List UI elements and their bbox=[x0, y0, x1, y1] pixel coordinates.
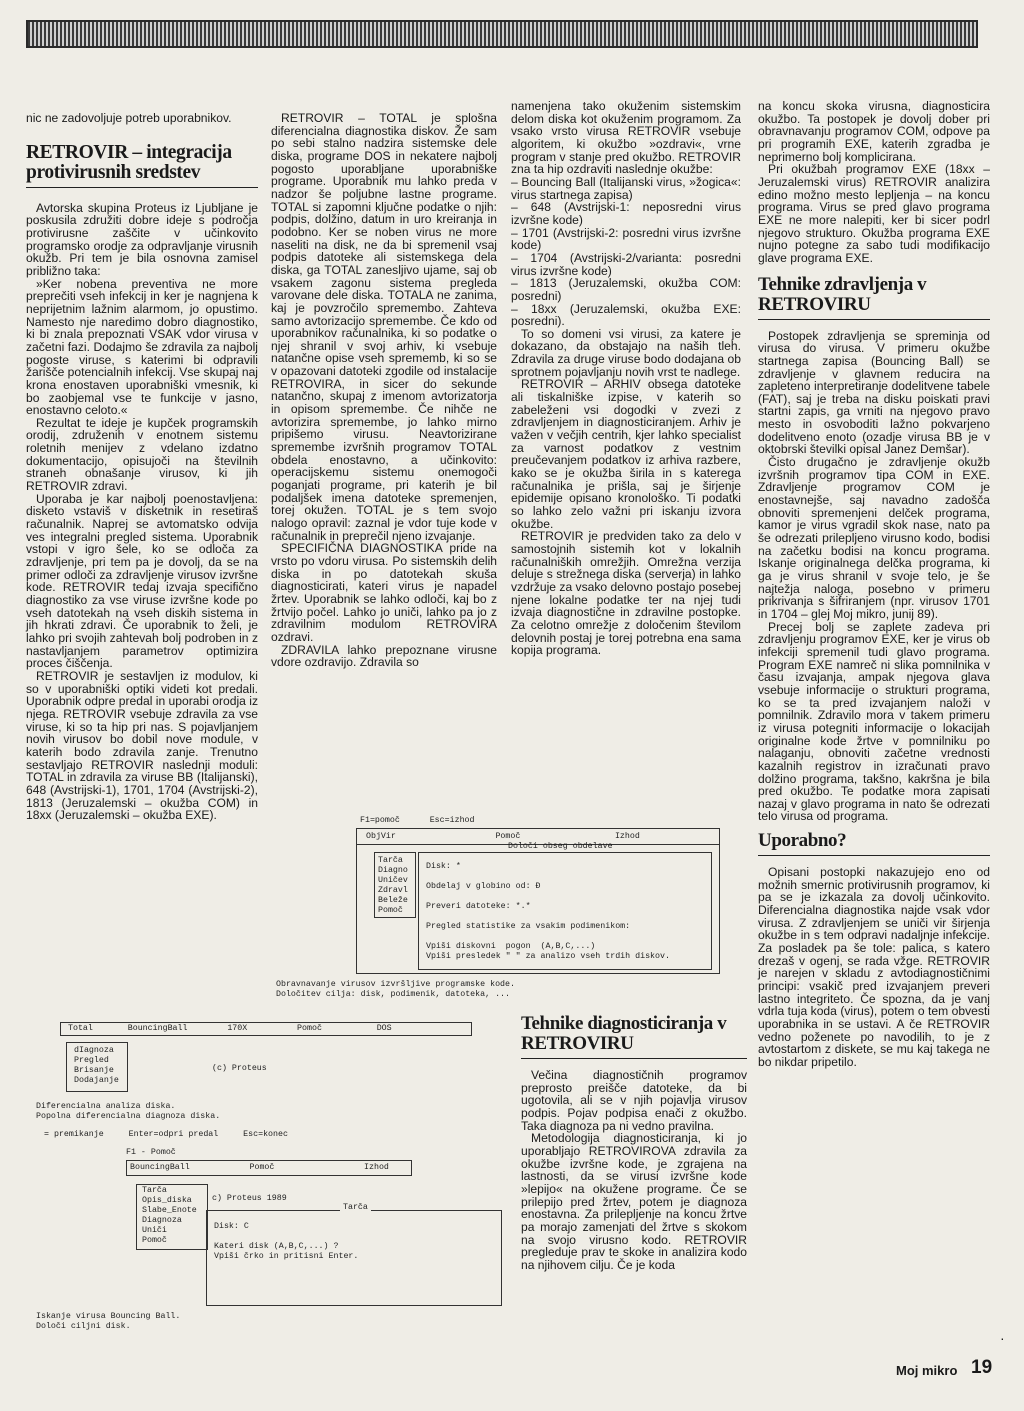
column-2 bbox=[271, 112, 497, 669]
paragraph: RETROVIR je sestavljen iz modulov, ki so v uporabniški optiki videti kot predali. Uporabnik odpre predal in uporabi orodja iz njega. RETROVIR vsebuje zdravila za vse viruse, ki so ta hip pri nas. S pojavljanjem novih virusov bo dobil nove module, v katerih bodo zdravila zanje. Trenutno sestavljajo RETROVIR naslednji moduli: TOTAL in zdravila za viruse BB (Italijanski), 648 (Avstrijski-1), 1701, 1704 (Avstrijski-2), 1813 (Jeruzalemski – okužba COM) in 18xx (Jeruzalemski – okužba EXE). bbox=[26, 668, 258, 823]
paragraph: Postopek zdravljenja se spreminja od virusa do virusa. V primeru okužbe startnega zapisa (Bouncing Ball) se zdravljenje v glavnem reducira na zapleteno interpretiranje dodelitvene tabele (FAT), saj je treba na disku poiskati pravi startni zapis, ga vrniti na njegovo pravo mesto in osvoboditi lažno pokvarjeno dodelitveno enoto (ozadje virusa BB je v oktobrski številki opisal Janez Demšar). bbox=[758, 328, 990, 457]
paragraph: Avtorska skupina Proteus iz Ljubljane je poskusila združiti dobre ideje s področja protivirusne zaščite v učinkovito programsko orodje za odpravljanje virusnih okužb. Pri tem je bila osnovna zamisel približno taka: bbox=[26, 200, 258, 278]
list-item: – 1704 (Avstrijski-2/varianta: posredni virus izvršne kode) bbox=[511, 250, 741, 278]
screen2-menubar: Total BouncingBall 170X Pomoč DOS bbox=[68, 1024, 392, 1033]
list-item: – 648 (Avstrijski-1: neposredni virus izvršne kode) bbox=[511, 200, 741, 227]
paragraph: ZDRAVILA lahko prepoznane virusne vdore ozdravijo. Zdravila so bbox=[271, 642, 497, 670]
screen1-topbar: F1=pomoč Esc=izhod bbox=[360, 816, 475, 825]
screen2-menu-items: dIagnoza Pregled Brisanje Dodajanje bbox=[74, 1046, 119, 1085]
paragraph: Uporaba je kar najbolj poenostavljena: disketo vstaviš v disketnik in resetiraš računalnik. Naprej se avtomatsko odvija ves integralni pregled sistema. Uporabnik vstopi v igro šele, ko se odloča za zdravljenje, pri tem pa je dovolj, da se na primer odloči za zdravljenje virusov izvršne kode. RETROVIR tedaj izvaja specifično diagnostiko za vse viruse izvršne kode po vseh datotekah na vseh diskih sistema in jih hkrati zdravi. Če uporabnik to želi, je lahko pri svojih zahtevah bolj podroben in z nastavljanjem parametrov optimizira proces čiščenja. bbox=[26, 491, 258, 671]
paragraph: To so domeni vsi virusi, za katere je dokazano, da obstajajo na naših tleh. Zdravila za druge viruse bodo dodajana ob sprotnem pojavljanju novih vrst te nadlege. bbox=[511, 326, 741, 379]
section-heading-treatment: Tehnike zdravljenja v RETROVIRU bbox=[758, 275, 990, 320]
screen1-menubar: ObjVir Pomoč Izhod bbox=[366, 832, 640, 841]
column-3-bottom bbox=[521, 1014, 747, 1272]
footer-page-number: 19 bbox=[971, 1357, 993, 1378]
lead-text: nic ne zadovoljuje potreb uporabnikov. bbox=[26, 111, 232, 125]
paragraph: Opisani postopki nakazujejo eno od možnih smernic protivirusnih programov, ki pa se je izkazala za dovolj učinkovito. Diferencialna diagnostika najde vsak vdor virusa. Z zdravljenjem se uniči vir širjenja okužbe in s tem odpravi nadaljnje infekcije. Za posladek pa še tole: palica, s katero drezaš v ogenj, se rada vžge. RETROVIR je narejen v skladu z avtodiagnostičnimi principi: vsakič pred izvajanjem preveri lastno integriteto. Če spozna, da je vanj vdrla tuja koda (virus), potem o tem obvesti uporabnika in se ustavi. A če RETROVIR vedno poženete po navodilih, to je z avtostartom z diskete, se mu kaj takega ne bo nikdar pripetilo. bbox=[758, 865, 990, 1069]
paragraph: RETROVIR je predviden tako za delo v samostojnih sistemih kot v lokalnih računalniških omrežjih. Omrežna verzija deluje s strežnega diska (serverja) in lahko vzdržuje za vsako delovno postajo posebej njene lokalne podatke ter na njej tudi izvaja diagnostične in zdravilne postopke. Za celotno omrežje z določenim številom delovnih postaj je torej potrebna ena sama kopija programa. bbox=[511, 529, 741, 658]
paragraph: RETROVIR – ARHIV obsega datoteke ali tiskalniške izpise, v katerih so zabeleženi vsi dogodki v zvezi z zdravljenjem in diagnosticiranjem. Arhiv je važen v večjih centrih, kjer lahko specialist za varnost podatkov z vestnim preučevanjem podatkov iz arhiva razbere, kako se je okužba širila in s katerega računalnika je prišla, saj je širjenje epidemije opisano kronološko. Ti podatki so lahko zelo važni pri iskanju izvora okužbe. bbox=[511, 377, 741, 531]
paragraph: Precej bolj se zaplete zadeva pri zdravljenju programov EXE, ker je virus ob infekciji spremenil tudi glavo programa. Program EXE namreč ni slika pomnilnika v času izvajanja, ampak njegova glava vsebuje informacije o strukturi programa, ko se ta pred izvajanjem naloži v pomnilnik. Zdravilo mora v takem primeru iz virusa potegniti informacije o lokacijah originalne kode žrtve v pomnilniku po nalaganju, obnoviti začetne vrednosti kazalnih registrov in izračunati pravo dolžino programa, takšno, kakršna je bila pred okužbo. Te podatke mora zapisati nazaj v glavo programa in nato še odrezati telo virusa od programa. bbox=[758, 619, 990, 824]
paragraph: Večina diagnostičnih programov preprosto preišče datoteke, da bi ugotovila, ali se v njih pojavlja virusov podpis. Pojav podpisa enači z okužbo. Taka diagnoza pa ni vedno pravilna. bbox=[521, 1068, 747, 1133]
screen3-menubar: BouncingBall Pomoč Izhod bbox=[130, 1163, 389, 1172]
paragraph: na koncu skoka virusna, diagnosticira okužbo. Ta postopek je dovolj dober pri obravnavanju programov COM, odpove pa pri programih EXE, katerih zgradba je neprimerno bolj komplicirana. bbox=[758, 99, 990, 164]
list-item: – 1813 (Jeruzalemski, okužba COM: posredni) bbox=[511, 276, 741, 303]
list-item: – 18xx (Jeruzalemski, okužba EXE: posredni). bbox=[511, 301, 741, 329]
screen3-copyright: c) Proteus 1989 bbox=[212, 1194, 287, 1203]
column-3-top bbox=[511, 100, 741, 657]
header-pattern-bar bbox=[26, 20, 978, 48]
screen1-caption: Obravnavanje virusov izvršljive programske kode. Določitev cilja: disk, podimenik, datoteka, ... bbox=[276, 980, 515, 999]
footer-publication: Moj mikro bbox=[896, 1363, 958, 1378]
column-4 bbox=[758, 100, 990, 1069]
screen2-caption: Diferencialna analiza diska. Popolna diferencialna diagnoza diska. bbox=[36, 1102, 221, 1121]
paragraph: SPECIFIČNA DIAGNOSTIKA pride na vrsto po vdoru virusa. Po sistemskih delih diska in po datotekah skuša diagnosticirati, kateri virus je napadel žrtev. Uporabnik se lahko odloči, kaj bo z žrtvijo počel. Lahko jo uniči, lahko pa jo z zdravilnim modulom RETROVIRA ozdravi. bbox=[271, 541, 497, 644]
paragraph: Rezultat te ideje je kupček programskih orodij, združenih v enotnem sistemu roletnih menijev z vdelano izdatno dokumentacijo, opisujoči na številnih straneh obnašanje virusov, ki jih RETROVIR zdravi. bbox=[26, 415, 258, 494]
screen2-copyright: (c) Proteus bbox=[212, 1064, 267, 1073]
screen3-menu-items: Tarča Opis_diska Slabe_Enote Diagnoza Uniči Pomoč bbox=[142, 1186, 197, 1245]
screen1-menu-items: Tarča Diagno Uničev Zdravl Beleže Pomoč bbox=[378, 856, 408, 915]
paragraph: RETROVIR – TOTAL je splošna diferencialna diagnostika diskov. Že sam po sebi stalno nadzira sistemske dele diska, programe DOS in nekatere najbolj pogosto uporabljane uporabniške programe. Uporabnik mu lahko preda v nadzor še poljubne lastne programe. TOTAL si zapomni ključne podatke o njih: podpis, dolžino, datum in uro kreiranja in podobno. Ker se noben virus ne more naseliti na disk, ne da bi spremenil vsaj podpis datoteke ali sistemskega dela diska, ga TOTAL zanesljivo ujame, saj ob vsakem zagonu sistema pregleda varovane dele diska. TOTALA ne zanima, kaj je povzročilo spremembo. Zahteva samo avtorizacijo spremembe. Če kdo od uporabnikov računalnika, ki so podatke o njej shranil v svoj arhiv, ki vsebuje natančne opise vseh sprememb, ki so se v opazovani datoteki zgodile od instalacije RETROVIRA, in sicer do sekunde natančno, skupaj z imenom avtorizatorja in opisom spremembe. Če nihče ne avtorizira spremembe, jo lahko mirno pripišemo virusu. Neavtorizirane spremembe izvršnih programov TOTAL obdela enostavno, a učinkovito: operacijskemu sistemu onemogoči poganjati programe, pri katerih je bil podaljšek imena datoteke spremenjen, torej okužen. TOTAL je s tem svojo nalogo opravil: zaznal je vdor tuje kode v računalnik in preprečil njeno izvajanje. bbox=[271, 111, 497, 543]
screen3-subtitle: Tarča bbox=[340, 1203, 371, 1213]
list-item: – Bouncing Ball (Italijanski virus, »žogica«: virus startnega zapisa) bbox=[511, 174, 741, 202]
screen3-topbar: F1 - Pomoč bbox=[126, 1148, 176, 1157]
screen3-caption: Iskanje virusa Bouncing Ball. Določi ciljni disk. bbox=[36, 1312, 181, 1331]
screen2-keys: = premikanje Enter=odpri predal Esc=konec bbox=[44, 1130, 288, 1139]
screen1-subtitle: Določi obseg obdelave bbox=[508, 842, 613, 851]
list-item: – 1701 (Avstrijski-2: posredni virus izvršne kode) bbox=[511, 225, 741, 253]
column-1 bbox=[26, 112, 258, 822]
paragraph: namenjena tako okuženim sistemskim delom diska kot okuženim programom. Za vsako vrsto virusa RETROVIR vsebuje algoritem, ki okužbo »ozdravi«, vrne program v stanje pred okužbo. RETROVIR zna ta hip ozdraviti naslednje okužbe: bbox=[511, 99, 741, 177]
section-heading-diagnostics: Tehnike diagnosticiranja v RETROVIRU bbox=[521, 1014, 747, 1059]
paragraph: Metodologija diagnosticiranja, ki jo uporabljajo RETROVIROVA zdravila za okužbe izvršne kode, je zgrajena na lastnosti, da se virusi izvršne kode »lepijo« na okužene programe. Če se prilepijo pred žrtev, potem je diagnoza enostavna. Za prilepljenje na koncu žrtve pa morajo zamenjati del žrtve s skokom na svojo virusno kodo. RETROVIR pregleduje prav te skoke in analizira kodo na njihovem cilju. Če je koda bbox=[521, 1131, 747, 1272]
paragraph: »Ker nobena preventiva ne more preprečiti vseh infekcij in ker je nagnjena k neprijetnim lažnim alarmom, jo opustimo. Namesto nje naredimo dobro diagnostiko, ki bi znala prepoznati VSAK vdor virusa v začetni fazi. Dodajmo še zdravila za najbolj pogoste viruse, s katerimi bi odpravili žarišče potencialnih infekcij. Vse skupaj naj krona enostaven uporabniški vmesnik, ki bo zaobjemal vse te funkcije v jasno, enostavno celoto.« bbox=[26, 276, 258, 418]
section-heading-usable: Uporabno? bbox=[758, 831, 990, 856]
paragraph: Čisto drugačno je zdravljenje okužb izvršnih programov tipa COM in EXE. Zdravljenje programov COM je enostavnejše, saj navadno zadošča obnoviti spremenjeni delček programa, kamor je virus vgradil skok nase, nato pa še odrezati prilepljeno virusno kodo, bodisi na začetku bodisi na koncu programa. Iskanje originalnega delčka programa, ki ga je virus shranil v svoje telo, je še najtežja naloga, posebno v primeru prikrivanja s šifriranjem (npr. virusov 1701 in 1704 – glej Moj mikro, junij 89). bbox=[758, 455, 990, 621]
screen1-content: Disk: * Obdelaj v globino od: Ð Preveri datoteke: *.* Pregled statistike za vsakim podimenikom: Vpiši diskovni pogon (A,B,C,...) Vpiši presledek " " za analizo vseh trdih diskov. bbox=[426, 862, 670, 961]
screen3-content: Disk: C Kateri disk (A,B,C,...) ? Vpiši črko in pritisni Enter. bbox=[214, 1222, 359, 1261]
paragraph: Pri okužbah programov EXE (18xx – Jeruzalemski virus) RETROVIR analizira edino možno mesto lepljenja – na koncu programa. Virus se pred glavo programa EXE ne more nalepiti, ker bi sicer podrl njegovo strukturo. Okužba programa EXE nujno potegne za sabo tudi modifikacijo glave programa EXE. bbox=[758, 162, 990, 265]
margin-dot: · bbox=[1000, 1330, 1005, 1346]
section-heading-integration: RETROVIR – integracija protivirusnih sredstev bbox=[26, 143, 258, 188]
